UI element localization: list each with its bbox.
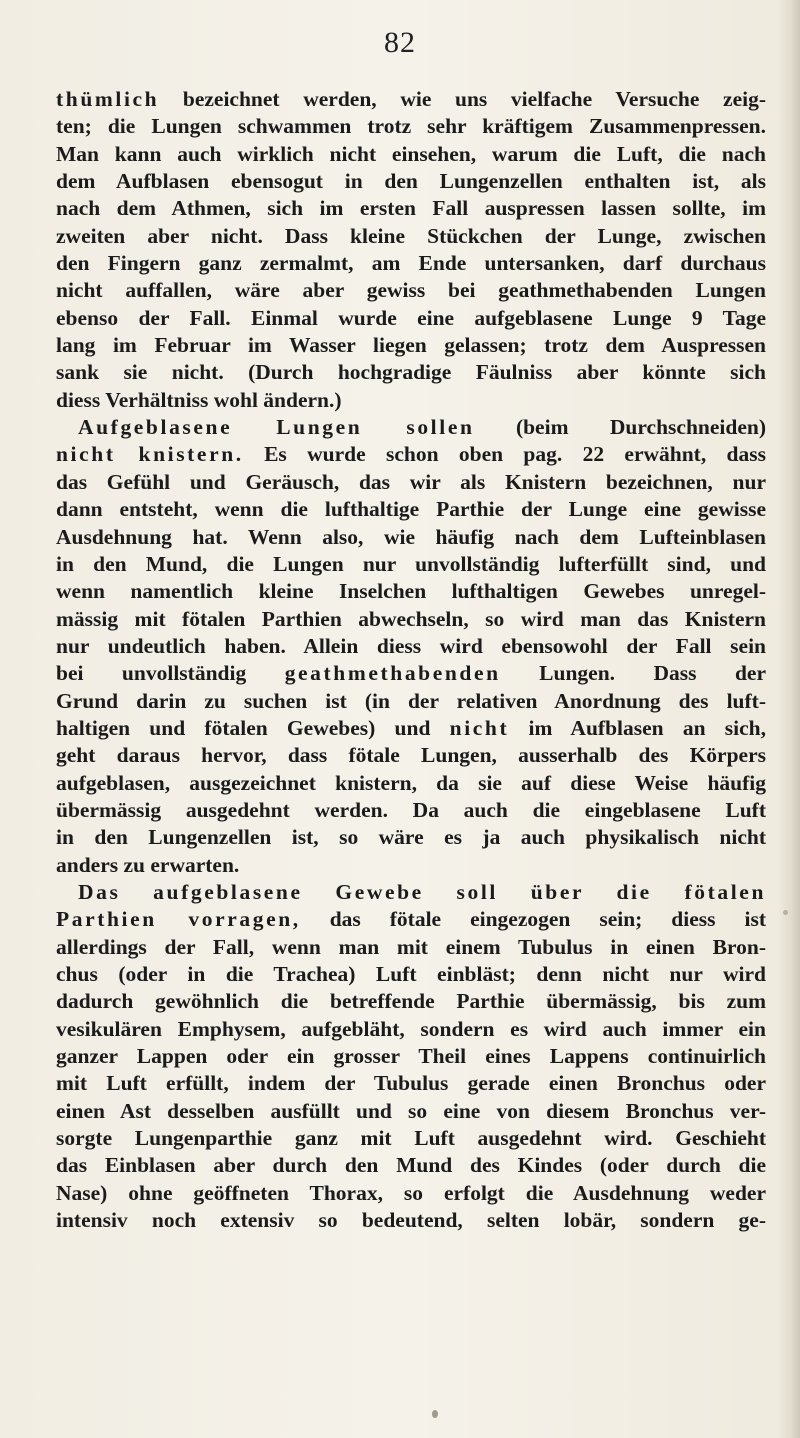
text-line: Nase) ohne geöffneten Thorax, so erfolgt die Ausdehnung weder <box>56 1180 766 1205</box>
text-line: ebenso der Fall. Einmal wurde eine aufgeblasene Lunge 9 Tage <box>56 305 766 330</box>
text-line: dann entsteht, wenn die lufthaltige Parthie der Lunge eine gewisse <box>56 497 766 522</box>
text-line: dem Aufblasen ebensogut in den Lungenzellen enthalten ist, als <box>56 169 766 194</box>
emphasized-text: nicht <box>449 715 510 740</box>
emphasized-text: nicht knistern. <box>56 442 244 467</box>
line-text: bezeichnet werden, wie uns vielfache Versuche zeig- <box>159 87 766 111</box>
ink-speck <box>783 910 788 915</box>
body-text <box>56 86 766 1234</box>
text-line: mit Luft erfüllt, indem der Tubulus gerade einen Bronchus oder <box>56 1071 766 1096</box>
text-line <box>56 86 766 113</box>
text-line: nur undeutlich haben. Allein diess wird ebensowohl der Fall sein <box>56 633 766 658</box>
text-line: Grund darin zu suchen ist (in der relativen Anordnung des luft- <box>56 688 766 713</box>
text-line <box>56 441 766 468</box>
text-line: übermässig ausgedehnt werden. Da auch die eingeblasene Luft <box>56 797 766 822</box>
text-line: das Gefühl und Geräusch, das wir als Knistern bezeichnen, nur <box>56 469 766 494</box>
text-line: nicht auffallen, wäre aber gewiss bei geathmethabenden Lungen <box>56 278 766 303</box>
line-text: haltigen und fötalen Gewebes) und <box>56 715 450 740</box>
emphasized-text: Parthien vorragen, <box>56 907 301 932</box>
text-line: in den Lungenzellen ist, so wäre es ja auch physikalisch nicht <box>56 825 766 850</box>
text-line: in den Mund, die Lungen nur unvollständig lufterfüllt sind, und <box>56 551 766 576</box>
page-edge-shadow <box>778 0 800 1438</box>
text-line: vesikulären Emphysem, aufgebläht, sondern es wird auch immer ein <box>56 1016 766 1041</box>
line-text: im Aufblasen an sich, <box>509 715 767 740</box>
text-line <box>56 879 766 906</box>
text-line <box>56 414 766 441</box>
text-line: wenn namentlich kleine Inselchen lufthaltigen Gewebes unregel- <box>56 579 766 604</box>
text-line: Ausdehnung hat. Wenn also, wie häufig nach dem Lufteinblasen <box>56 524 766 549</box>
text-line: anders zu erwarten. <box>56 852 240 877</box>
text-line: dadurch gewöhnlich die betreffende Parthie übermässig, bis zum <box>56 989 766 1014</box>
emphasized-text: Das aufgeblasene Gewebe soll über die fötalen <box>78 879 766 904</box>
line-text: (beim Durchschneiden) <box>474 415 766 440</box>
text-line: sank sie nicht. (Durch hochgradige Fäulniss aber könnte sich <box>56 360 766 385</box>
line-text: bei unvollständig <box>56 661 285 686</box>
text-line: zweiten aber nicht. Dass kleine Stückchen der Lunge, zwischen <box>56 223 766 248</box>
line-text: Lungen. Dass der <box>500 661 767 686</box>
emphasized-text: Aufgeblasene Lungen sollen <box>78 415 475 440</box>
text-line: das Einblasen aber durch den Mund des Kindes (oder durch die <box>56 1153 766 1178</box>
text-line: den Fingern ganz zermalmt, am Ende untersanken, darf durchaus <box>56 251 766 276</box>
emphasized-text: geathmethabenden <box>284 661 501 686</box>
text-line: Man kann auch wirklich nicht einsehen, warum die Luft, die nach <box>56 141 766 166</box>
text-line: ganzer Lappen oder ein grosser Theil eines Lappens continuirlich <box>56 1044 766 1069</box>
text-line <box>56 715 766 742</box>
text-line: mässig mit fötalen Parthien abwechseln, so wird man das Knistern <box>56 606 766 631</box>
text-line: ten; die Lungen schwammen trotz sehr kräftigem Zusammenpressen. <box>56 114 766 139</box>
text-line <box>56 906 766 933</box>
text-line: aufgeblasen, ausgezeichnet knistern, da sie auf diese Weise häufig <box>56 770 766 795</box>
line-text: Es wurde schon oben pag. 22 erwähnt, dass <box>243 442 766 467</box>
text-line: lang im Februar im Wasser liegen gelassen; trotz dem Auspressen <box>56 333 766 358</box>
page-number: 82 <box>384 26 416 59</box>
text-line: geht daraus hervor, dass fötale Lungen, ausserhalb des Körpers <box>56 743 766 768</box>
text-line: chus (oder in die Trachea) Luft einbläst; denn nicht nur wird <box>56 962 766 986</box>
ink-speck <box>432 1410 438 1418</box>
text-line: allerdings der Fall, wenn man mit einem Tubulus in einen Bron- <box>56 934 766 959</box>
text-line: einen Ast desselben ausfüllt und so eine von diesem Bronchus ver- <box>56 1098 766 1123</box>
text-line: intensiv noch extensiv so bedeutend, selten lobär, sondern ge- <box>56 1208 766 1233</box>
text-line: diess Verhältniss wohl ändern.) <box>56 387 342 412</box>
text-line <box>56 660 766 687</box>
text-line: sorgte Lungenparthie ganz mit Luft ausgedehnt wird. Geschieht <box>56 1126 766 1151</box>
emphasized-text: thümlich <box>56 87 160 111</box>
text-line: nach dem Athmen, sich im ersten Fall auspressen lassen sollte, im <box>56 196 766 221</box>
line-text: das fötale eingezogen sein; diess ist <box>300 907 766 932</box>
